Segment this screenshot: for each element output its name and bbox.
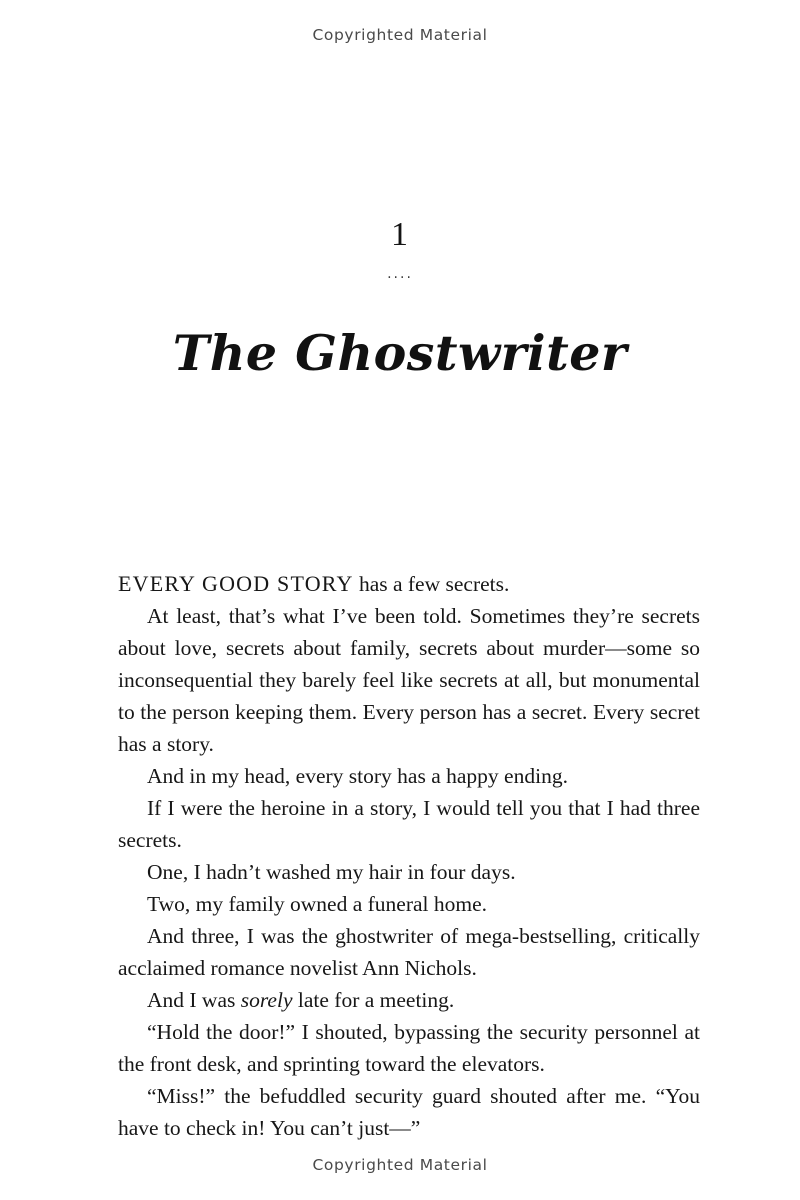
opening-small-caps: EVERY GOOD STORY — [118, 571, 354, 596]
paragraph-10: “Miss!” the befuddled security guard shouted after me. “You have to check in! You can’t just—” — [118, 1084, 700, 1140]
paragraph-8-part-a: And I was — [147, 988, 241, 1012]
chapter-body — [118, 568, 700, 1144]
chapter-heading — [0, 218, 800, 382]
paragraph-1 — [118, 568, 700, 600]
copyright-watermark-bottom: Copyrighted Material — [312, 1156, 488, 1174]
paragraph-8 — [118, 984, 700, 1016]
opening-rest: has a few secrets. — [353, 572, 510, 596]
paragraph-9: “Hold the door!” I shouted, bypassing the security personnel at the front desk, and sprinting toward the elevators. — [118, 1020, 700, 1076]
paragraph-4: If I were the heroine in a story, I would tell you that I had three secrets. — [118, 796, 700, 852]
paragraph-3: And in my head, every story has a happy ending. — [147, 764, 568, 788]
paragraph-8-part-b: late for a meeting. — [292, 988, 455, 1012]
paragraph-2: At least, that’s what I’ve been told. Sometimes they’re secrets about love, secrets about family, secrets about murder—some so inconsequential they barely feel like secrets at all, but monumental to the person keeping them. Every person has a secret. Every secret has a story. — [118, 604, 700, 756]
chapter-title: The Ghostwriter — [172, 324, 628, 382]
chapter-ornament-icon: .... — [387, 266, 413, 282]
copyright-watermark-top: Copyrighted Material — [312, 26, 488, 44]
paragraph-8-emphasis: sorely — [240, 988, 293, 1012]
paragraph-7: And three, I was the ghostwriter of mega-bestselling, critically acclaimed romance novelist Ann Nichols. — [118, 924, 700, 980]
paragraph-6: Two, my family owned a funeral home. — [147, 892, 488, 916]
paragraph-5: One, I hadn’t washed my hair in four days. — [147, 860, 516, 884]
chapter-number: 1 — [391, 216, 409, 253]
